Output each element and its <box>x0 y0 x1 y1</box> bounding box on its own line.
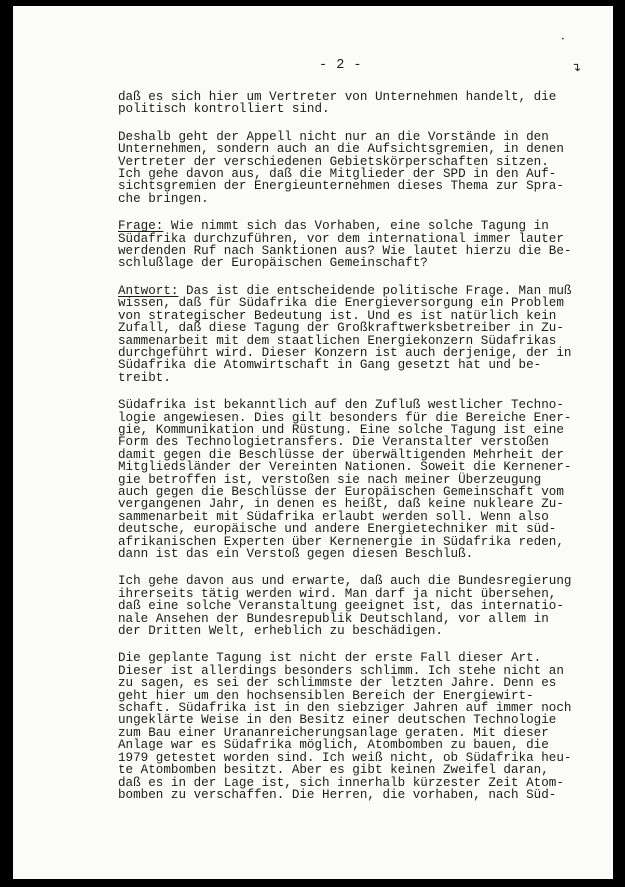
paragraph-7 <box>118 652 588 801</box>
text-line: sammenarbeit mit Südafrika erlaubt werden soll. Wenn also <box>118 509 549 524</box>
document-page <box>13 6 613 879</box>
text-line: sichtsgremien der Energieunternehmen dieses Thema zur Spra- <box>118 179 564 194</box>
text-line: treibt. <box>118 370 171 385</box>
text-line: deutsche, europäische und andere Energietechniker mit süd- <box>118 522 557 537</box>
text-line: wissen, daß für Südafrika die Energieversorgung ein Problem <box>118 296 564 311</box>
paragraph-6 <box>118 575 588 637</box>
question-label: Frage: <box>118 219 164 234</box>
text-line: Deshalb geht der Appell nicht nur an die Vorstände in den <box>118 129 549 144</box>
text-line: Dieser ist allerdings besonders schlimm. Ich stehe nicht an <box>118 663 564 678</box>
text-line: afrikanischen Experten über Kernenergie in Südafrika reden, <box>118 534 564 549</box>
text-line: Zufall, daß diese Tagung der Großkraftwerksbetreiber in Zu- <box>118 321 564 336</box>
text-line: zum Bau einer Urananreicherungsanlage geraten. Mit dieser <box>118 725 549 740</box>
text-line: auch gegen die Beschlüsse der Europäischen Gemeinschaft vom <box>118 484 564 499</box>
text-line: der Dritten Welt, erheblich zu beschädigen. <box>118 624 443 639</box>
text-line: Vertreter der verschiedenen Gebietskörperschaften sitzen. <box>118 154 549 169</box>
text-line: daß es in der Lage ist, sich innerhalb kürzester Zeit Atom- <box>118 775 564 790</box>
text-line: Ich gehe davon aus, daß die Mitglieder der SPD in den Auf- <box>118 167 557 182</box>
text-line: Anlage war es Südafrika möglich, Atombomben zu bauen, die <box>118 738 549 753</box>
text-line <box>118 220 588 232</box>
text-line: damit gegen die Beschlüsse der überwältigenden Mehrheit der <box>118 447 564 462</box>
text-line: daß es sich hier um Vertreter von Unternehmen handelt, die <box>118 90 557 104</box>
text-line: Ich gehe davon aus und erwarte, daß auch die Bundesregierung <box>118 574 572 589</box>
text-line: bomben zu verschaffen. Die Herren, die vorhaben, nach Süd- <box>118 787 557 802</box>
text-line: gie, Kommunikation und Rüstung. Eine solche Tagung ist eine <box>118 422 564 437</box>
text-line: Mitgliedsländer der Vereinten Nationen. Soweit die Kernener- <box>118 460 572 475</box>
text-line: Form des Technologietransfers. Die Veranstalter verstoßen <box>118 435 549 450</box>
text-line: 1979 getestet worden sind. Ich weiß nicht, ob Südafrika heu- <box>118 750 572 765</box>
text-line: vergangenen Jahr, in denen es heißt, daß keine nukleare Zu- <box>118 497 564 512</box>
text-line: Südafrika die Atomwirtschaft in Gang gesetzt hat und be- <box>118 358 542 373</box>
text-line: sammenarbeit mit dem staatlichen Energiekonzern Südafrikas <box>118 333 557 348</box>
corner-dot-mark: • <box>561 36 565 43</box>
text-line: geht hier um den hochsensiblen Bereich der Energiewirt- <box>118 688 534 703</box>
text-line: Unternehmen, sondern auch an die Aufsichtsgremien, in denen <box>118 142 564 157</box>
question-text: Wie nimmt sich das Vorhaben, eine solche Tagung in <box>163 219 549 234</box>
paragraph-answer <box>118 285 588 384</box>
text-line: dann ist das ein Verstoß gegen diesen Beschluß. <box>118 547 474 561</box>
text-line: ungeklärte Weise in den Besitz einer deutschen Technologie <box>118 713 557 728</box>
page-number: - 2 - <box>319 58 363 73</box>
paragraph-5 <box>118 399 588 560</box>
answer-label: Antwort: <box>118 283 179 298</box>
answer-text: Das ist die entscheidende politische Frage. Man muß <box>178 283 572 298</box>
text-line: von strategischer Bedeutung ist. Und es ist natürlich kein <box>118 308 557 323</box>
text-line: zu sagen, es sei der schlimmste der letzten Jahre. Denn es <box>118 676 557 691</box>
text-line: logie angewiesen. Dies gilt besonders für die Bereiche Ener- <box>118 410 572 425</box>
paragraph-question <box>118 220 588 270</box>
document-body <box>118 91 588 816</box>
paragraph-2 <box>118 131 588 205</box>
text-line: te Atombomben besitzt. Aber es gibt keinen Zweifel daran, <box>118 763 549 778</box>
text-line: Die geplante Tagung ist nicht der erste Fall dieser Art. <box>118 651 542 666</box>
text-line: schlußlage der Europäischen Gemeinschaft? <box>118 256 428 271</box>
text-line: nale Ansehen der Bundesrepublik Deutschland, vor allem in <box>118 611 549 626</box>
handwritten-corner-mark: ↴ <box>571 60 582 74</box>
text-line: che bringen. <box>118 191 209 206</box>
text-line: schaft. Südafrika ist in den siebziger Jahren auf immer noch <box>118 701 572 716</box>
text-line: gie betroffen ist, verstoßen sie nach meiner Überzeugung <box>118 472 542 487</box>
text-line: werdenden Ruf nach Sanktionen aus? Wie lautet hierzu die Be- <box>118 244 572 259</box>
text-line: Südafrika durchzuführen, vor dem international immer lauter <box>118 231 564 246</box>
text-line: Südafrika ist bekanntlich auf den Zufluß westlicher Techno- <box>118 398 564 413</box>
text-line: durchgeführt wird. Dieser Konzern ist auch derjenige, der in <box>118 345 572 360</box>
paragraph-1 <box>118 91 588 116</box>
text-line: daß eine solche Veranstaltung geeignet ist, das internatio- <box>118 599 564 614</box>
text-line: politisch kontrolliert sind. <box>118 102 330 117</box>
text-line: ihrerseits tätig werden wird. Man darf ja nicht übersehen, <box>118 586 557 601</box>
